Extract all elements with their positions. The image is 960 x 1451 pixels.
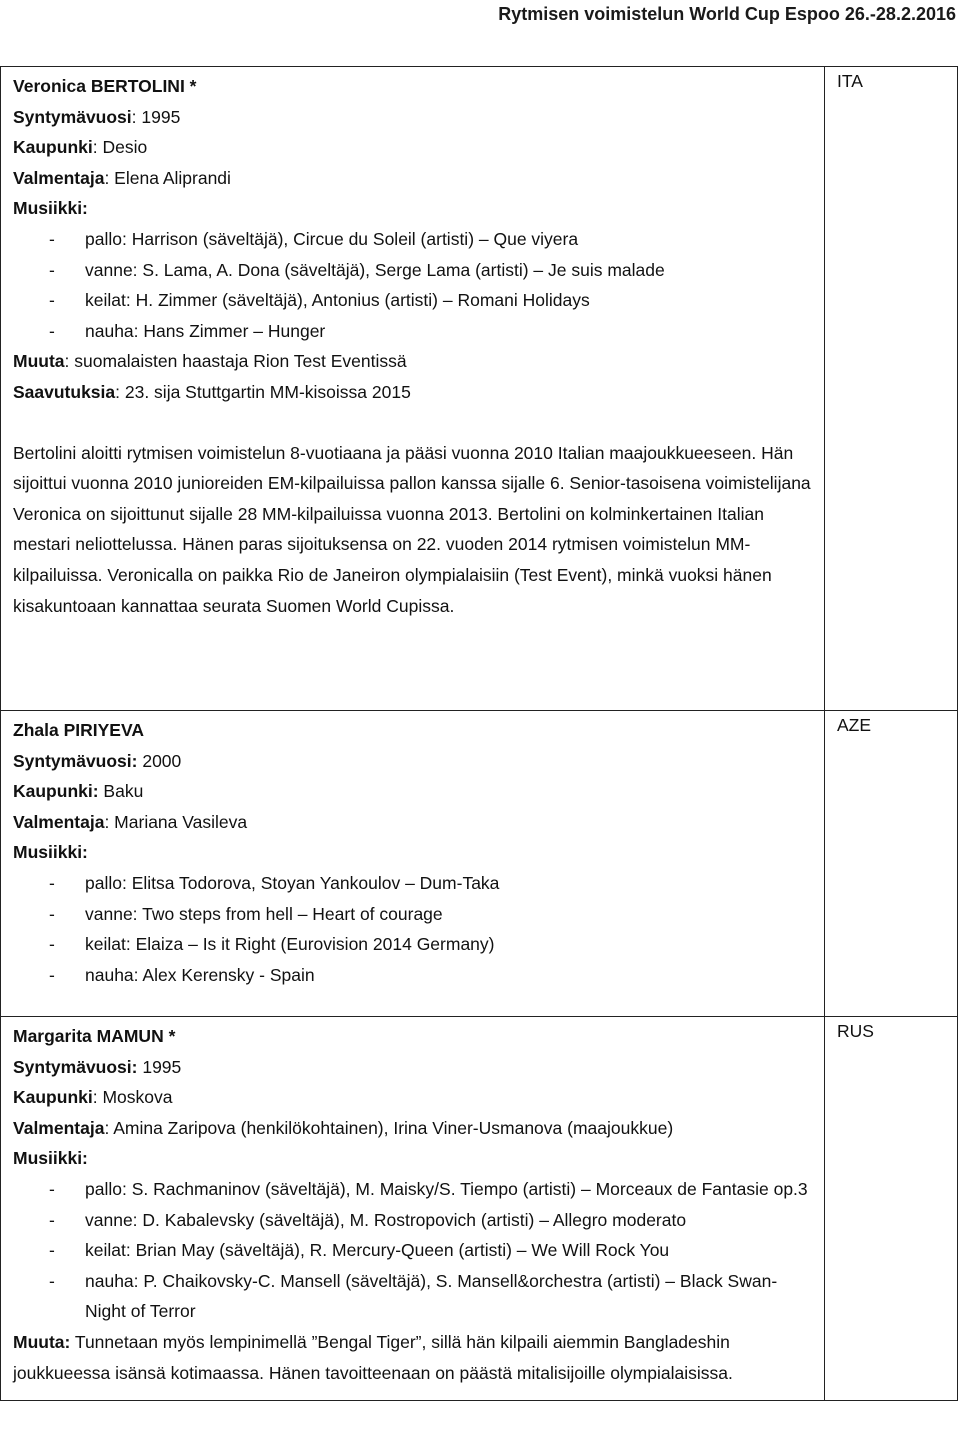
- gymnast-row: [1, 1017, 958, 1401]
- gymnast-name: Veronica BERTOLINI *: [13, 76, 197, 96]
- achievements: [13, 377, 812, 408]
- music-text: nauha: P. Chaikovsky-C. Mansell (säveltäjä), S. Mansell&orchestra (artisti) – Black Swan-Night of Terror: [85, 1270, 778, 1322]
- music-item: - vanne: D. Kabalevsky (säveltäjä), M. Rostropovich (artisti) – Allegro moderato: [49, 1209, 687, 1230]
- city: [13, 1082, 812, 1113]
- music-text: vanne: S. Lama, A. Dona (säveltäjä), Serge Lama (artisti) – Je suis malade: [85, 259, 665, 280]
- nationality: ITA: [825, 67, 958, 711]
- achievements-value: : 23. sija Stuttgartin MM-kisoissa 2015: [115, 381, 411, 402]
- music-text: keilat: H. Zimmer (säveltäjä), Antonius (artisti) – Romani Holidays: [85, 290, 590, 311]
- gymnast-name: Zhala PIRIYEVA: [13, 720, 144, 740]
- other-info: [13, 346, 812, 377]
- music-item: - nauha: Hans Zimmer – Hunger: [49, 320, 326, 341]
- birth-label: Syntymävuosi:: [13, 750, 138, 771]
- music-text: vanne: Two steps from hell – Heart of courage: [85, 903, 443, 924]
- gymnast-row: [1, 67, 958, 711]
- city-label: Kaupunki: [13, 1087, 93, 1108]
- gymnast-info: [1, 1017, 825, 1401]
- music-item: - keilat: H. Zimmer (säveltäjä), Antonius (artisti) – Romani Holidays: [49, 290, 590, 311]
- city-label: Kaupunki: [13, 137, 93, 158]
- music-text: keilat: Brian May (säveltäjä), R. Mercury-Queen (artisti) – We Will Rock You: [85, 1240, 670, 1261]
- birth-year: [13, 746, 812, 777]
- coach-value: : Mariana Vasileva: [104, 811, 248, 832]
- city-label: Kaupunki:: [13, 781, 99, 802]
- music-item: - pallo: S. Rachmaninov (säveltäjä), M. Maisky/S. Tiempo (artisti) – Morceaux de Fantasie op.3: [49, 1178, 808, 1199]
- music-label: Musiikki:: [13, 1148, 88, 1169]
- city: [13, 132, 812, 163]
- music-text: pallo: Elitsa Todorova, Stoyan Yankoulov – Dum-Taka: [85, 872, 500, 893]
- music-item: - vanne: Two steps from hell – Heart of courage: [49, 903, 443, 924]
- gymnast-info: [1, 711, 825, 1017]
- city-value: Baku: [98, 781, 144, 802]
- other-label: Muuta:: [13, 1331, 71, 1352]
- coach-label: Valmentaja: [13, 811, 105, 832]
- coach: [13, 163, 812, 194]
- music-item: - vanne: S. Lama, A. Dona (säveltäjä), Serge Lama (artisti) – Je suis malade: [49, 259, 665, 280]
- music-text: pallo: S. Rachmaninov (säveltäjä), M. Maisky/S. Tiempo (artisti) – Morceaux de Fantasie op.3: [85, 1178, 808, 1199]
- coach-value: : Amina Zaripova (henkilökohtainen), Irina Viner-Usmanova (maajoukkue): [104, 1117, 674, 1138]
- gymnast-name: Margarita MAMUN *: [13, 1026, 176, 1046]
- music-label: Musiikki:: [13, 842, 88, 863]
- city: [13, 776, 812, 807]
- coach-label: Valmentaja: [13, 167, 105, 188]
- music-item: - keilat: Elaiza – Is it Right (Eurovision 2014 Germany): [49, 934, 495, 955]
- other-info: [13, 1327, 812, 1388]
- coach-value: : Elena Aliprandi: [104, 167, 231, 188]
- achievements-label: Saavutuksia: [13, 381, 116, 402]
- music-text: keilat: Elaiza – Is it Right (Eurovision 2014 Germany): [85, 934, 495, 955]
- other-label: Muuta: [13, 351, 65, 372]
- gymnast-table: [0, 66, 958, 1401]
- nationality: RUS: [825, 1017, 958, 1401]
- city-value: : Desio: [92, 137, 148, 158]
- bio-paragraph: Bertolini aloitti rytmisen voimistelun 8-vuotiaana ja pääsi vuonna 2010 Italian maajoukkueeseen. Hän sijoittui vuonna 2010 junioreiden EM-kilpailuissa pallon kanssa sijalle 6. Senior-tasoisena voimistelijana Veronica on sijoittunut sijalle 28 MM-kilpailuissa vuonna 2013. Bertolini on kolminkertainen Italian mestari neliottelussa. Hänen paras sijoituksensa on 22. vuoden 2014 rytmisen voimistelun MM-kilpailuissa. Veronicalla on paikka Rio de Janeiron olympialaisiin (Test Event), minkä vuoksi hänen kisakuntoaan kannattaa seurata Suomen World Cupissa.: [13, 442, 811, 616]
- nationality: AZE: [825, 711, 958, 1017]
- music-label: Musiikki:: [13, 198, 88, 219]
- other-value: : suomalaisten haastaja Rion Test Eventissä: [64, 351, 407, 372]
- other-value: Tunnetaan myös lempinimellä ”Bengal Tiger”, sillä hän kilpaili aiemmin Bangladeshin joukkueessa isänsä kotimaassa. Hänen tavoitteenaan on päästä mitalisijoille olympialaisissa.: [13, 1331, 733, 1383]
- gymnast-row: [1, 711, 958, 1017]
- birth-value: 1995: [137, 1056, 182, 1077]
- music-text: pallo: Harrison (säveltäjä), Circue du Soleil (artisti) – Que viyera: [85, 228, 579, 249]
- music-item: - nauha: Alex Kerensky - Spain: [49, 964, 315, 985]
- music-item: - keilat: Brian May (säveltäjä), R. Mercury-Queen (artisti) – We Will Rock You: [49, 1240, 670, 1261]
- music-text: nauha: Hans Zimmer – Hunger: [85, 320, 326, 341]
- birth-value: : 1995: [131, 106, 181, 127]
- birth-value: 2000: [137, 750, 182, 771]
- birth-year: [13, 1052, 812, 1083]
- birth-label: Syntymävuosi: [13, 106, 132, 127]
- coach: [13, 807, 812, 838]
- music-text: nauha: Alex Kerensky - Spain: [85, 964, 315, 985]
- coach-label: Valmentaja: [13, 1117, 105, 1138]
- coach: [13, 1113, 812, 1144]
- gymnast-info: [1, 67, 825, 711]
- music-item: - nauha: P. Chaikovsky-C. Mansell (säveltäjä), S. Mansell&orchestra (artisti) – Black Swan-Night of Terror: [49, 1270, 778, 1322]
- document-header: Rytmisen voimistelun World Cup Espoo 26.-28.2.2016: [498, 4, 956, 24]
- music-item: - pallo: Harrison (säveltäjä), Circue du Soleil (artisti) – Que viyera: [49, 228, 579, 249]
- music-item: - pallo: Elitsa Todorova, Stoyan Yankoulov – Dum-Taka: [49, 872, 500, 893]
- music-text: vanne: D. Kabalevsky (säveltäjä), M. Rostropovich (artisti) – Allegro moderato: [85, 1209, 687, 1230]
- birth-label: Syntymävuosi:: [13, 1056, 138, 1077]
- birth-year: [13, 102, 812, 133]
- city-value: : Moskova: [92, 1087, 173, 1108]
